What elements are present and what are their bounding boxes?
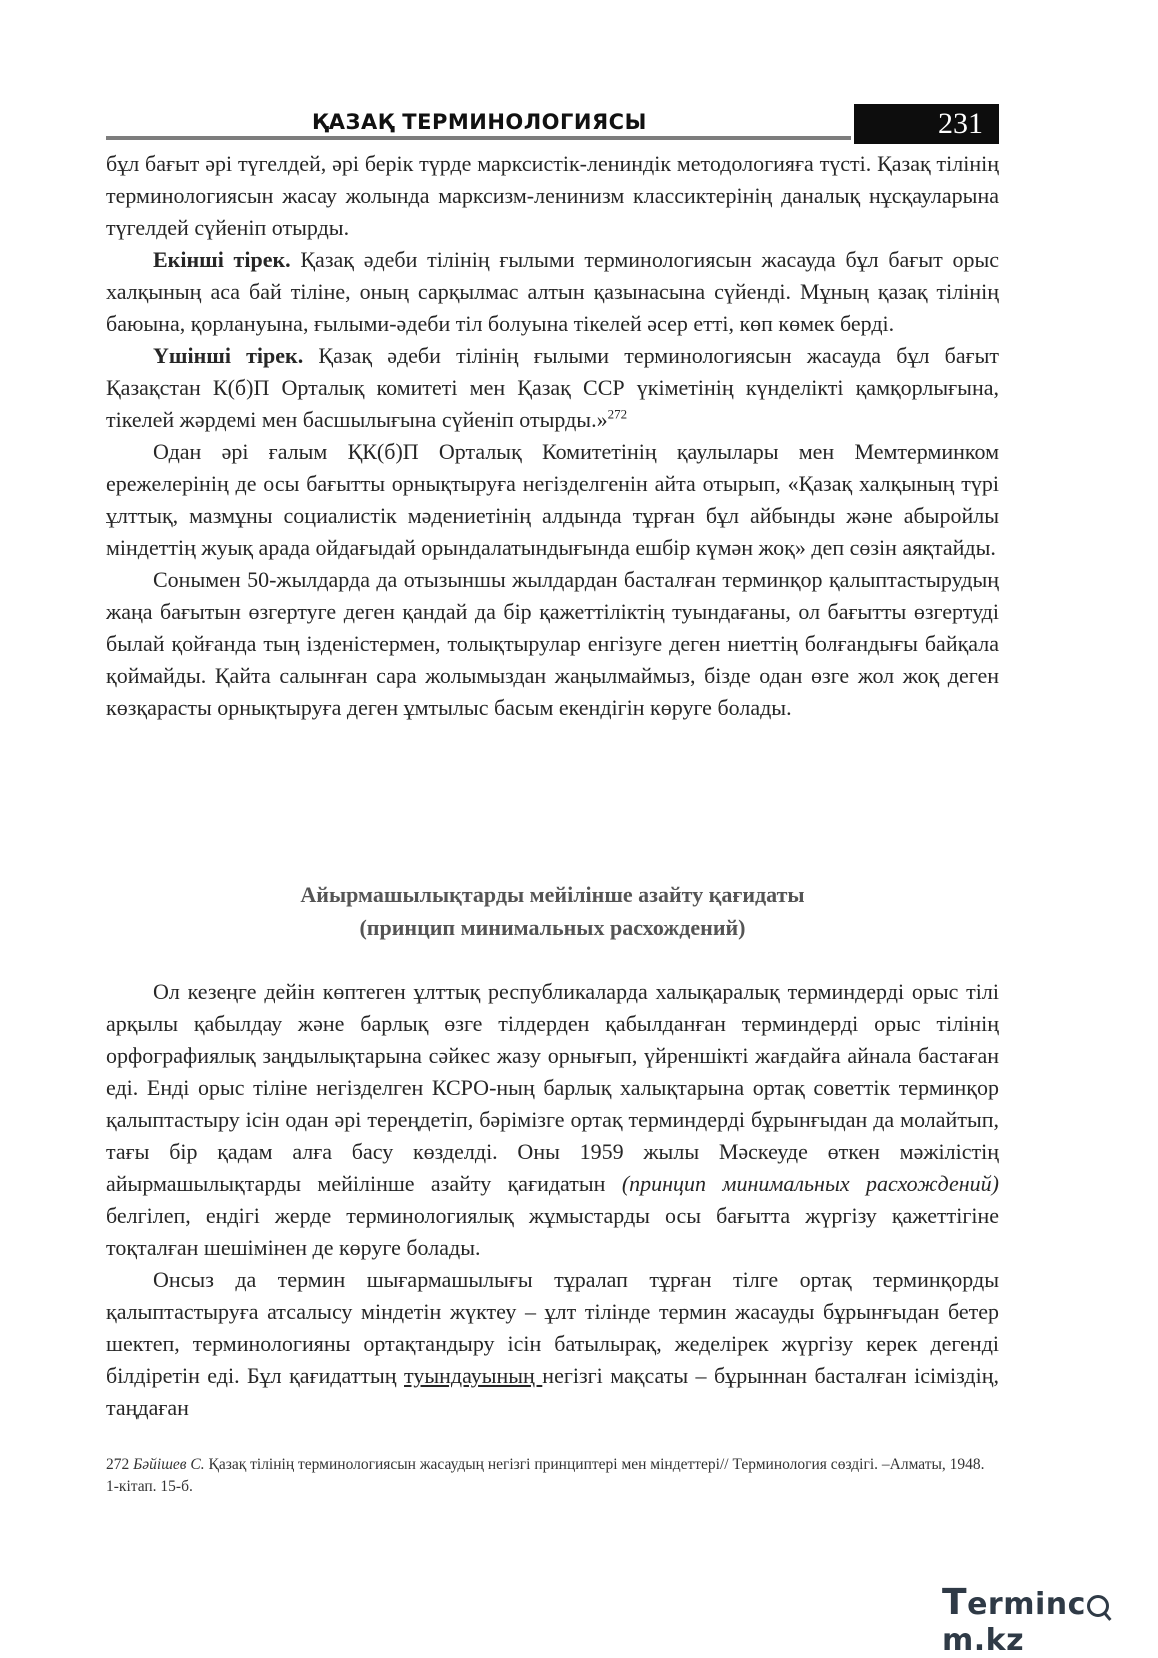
magnifier-icon: [1087, 1595, 1109, 1617]
paragraph: Одан әрі ғалым ҚК(б)П Орталық Комитетінің қаулылары мен Мемтерминком ережелерінің де осы бағытты орнықтыруға негізделгенін айта отырып, «Қазақ халқының түрі ұлттық, мазмұны социалистік мәдениетінің алдында тұрған бұл айбынды және абыройлы міндеттің жуық арада ойдағыдай орындалатындығында ешбір күмән жоқ» деп сөзін аяқтайды.: [106, 439, 999, 560]
body-text-top: [106, 148, 999, 724]
footnote-author: Бәйішев С.: [133, 1456, 205, 1473]
running-title: ҚАЗАҚ ТЕРМИНОЛОГИЯСЫ: [312, 110, 647, 134]
paragraph: Сонымен 50-жылдарда да отызыншы жылдардан басталған терминқор қалыптастырудың жаңа бағытын өзгертуге деген қандай да бір қажеттіліктің туындағаны, ол бағытты өзгертуді былай қойғанда тың ізденістермен, толықтырулар енгізуге деген ниеттің болғандығы байқала қоймайды. Қайта салынған сара жолымыздан жаңылмаймыз, бізде одан өзге жол жоқ деген көзқарасты орнықтыруға деген ұмтылыс басым екендігін көруге болады.: [106, 567, 999, 720]
paragraph-continuation: бұл бағыт әрі түгелдей, әрі берік түрде марксистік-лениндік методологияға түсті. Қазақ тілінің терминологиясын жасау жолында марксизм-ленинизм классиктерінің даналық нұсқауларына түгелдей сүйеніп отырды.: [106, 151, 999, 240]
watermark-logo: Termincm.kz: [942, 1582, 1158, 1658]
paragraph: [106, 976, 999, 1264]
header-rule: [106, 136, 851, 140]
paragraph-text: негізгі мақсаты – бұрыннан басталған ісіміздің, таңдаған: [106, 1363, 999, 1420]
paragraph: [106, 1264, 999, 1424]
paragraph-underlined-word: туындауының: [404, 1363, 543, 1388]
paragraph-text: Ол кезеңге дейін көптеген ұлттық республикаларда халықаралық терминдерді орыс тілі арқылы қабылдау және барлық өзге тілдерден қабылданған терминдерді орыс тілінің орфографиялық заңдылықтарына сәйкес жазу орнығып, үйреншікті жағдайға айнала бастаған еді. Енді орыс тіліне негізделген КСРО-ның барлық халықтарына ортақ советтік терминқор қалыптастыру ісін одан әрі тереңдетіп, бәрімізге ортақ терминдерді бұрынғыдан да молайтып, тағы бір қадам алға басу көзделді. Оны 1959 жылы Мәскеуде өткен мәжілістің айырмашылықтарды мейілінше азайту қағидатын: [106, 979, 999, 1196]
footnote-text: Қазақ тілінің терминологиясын жасаудың негізгі принциптері мен міндеттері// Терминология сөздігі. –Алматы, 1948. 1-кітап. 15-б.: [106, 1456, 985, 1495]
paragraph-text: Қазақ әдеби тілінің ғылыми терминологиясын жасауда бұл бағыт Қазақстан К(б)П Орталық комитеті мен Қазақ ССР үкіметінің күнделікті қамқорлығына, тікелей жәрдемі мен басшылығына сүйеніп отырды.»: [106, 343, 1000, 432]
paragraph-italic-term: (принцип минимальных расхождений): [621, 1171, 999, 1196]
footnote-ref: 272: [607, 406, 628, 422]
section-heading-line: Айырмашылықтарды мейілінше азайту қағидаты: [300, 882, 805, 907]
paragraph-text: белгілеп, ендігі жерде терминологиялық жұмыстарды осы бағытта жүргізу қажеттігіне тоқталған шешімінен де көруге болады.: [106, 1203, 999, 1260]
page-number: 231: [854, 104, 999, 144]
page-header: [106, 100, 999, 144]
paragraph-third-pillar: [106, 340, 999, 436]
body-text-section: [106, 976, 999, 1424]
paragraph-text: Қазақ әдеби тілінің ғылыми терминологиясын жасауда бұл бағыт орыс халқының аса бай тіліне, оның сарқылмас алтын қазынасына сүйенді. Мұның қазақ тілінің баюына, қорлануына, ғылыми-әдеби тіл болуына тікелей әсер етті, көп көмек берді.: [106, 247, 999, 336]
paragraph-lead: Үшінші тірек.: [153, 343, 304, 368]
paragraph-lead: Екінші тірек.: [153, 247, 291, 272]
paragraph-text: Онсыз да термин шығармашылығы тұралап тұрған тілге ортақ терминқорды қалыптастыруға атсалысу міндетін жүктеу – ұлт тілінде термин жасауды бұрынғыдан бетер шектеп, терминологияны ортақтандыру ісін батылырақ, жеделірек жүргізу керек дегенді білдіретін еді. Бұл қағидаттың: [106, 1267, 999, 1388]
footnote-number: 272: [106, 1456, 130, 1473]
section-heading: [106, 878, 999, 944]
section-heading-subtitle: (принцип минимальных расхождений): [359, 915, 746, 940]
paragraph-second-pillar: [106, 244, 999, 340]
footnote: [106, 1454, 999, 1498]
